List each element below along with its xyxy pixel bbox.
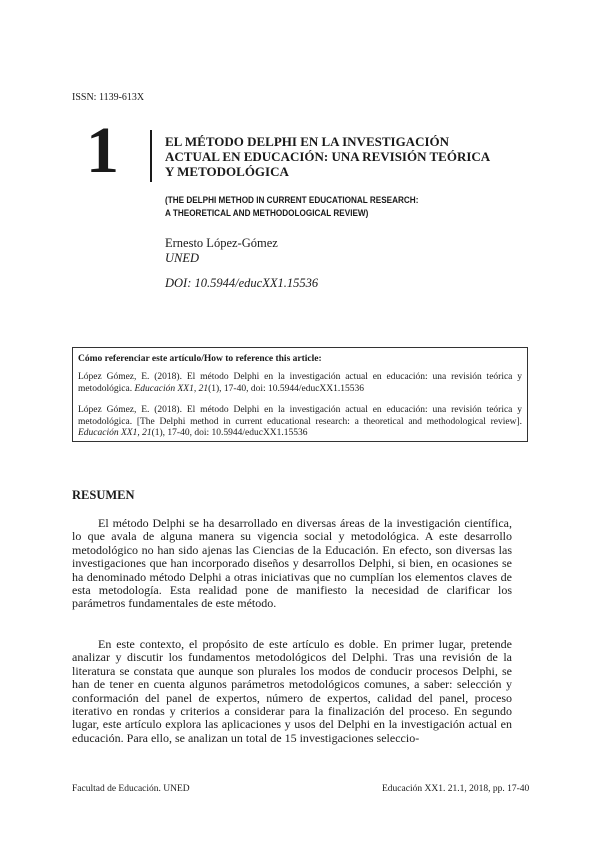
chapter-number: 1 xyxy=(86,114,119,187)
citation-english xyxy=(78,405,522,440)
abstract-paragraph: En este contexto, el propósito de este artículo es doble. En primer lugar, pretende analizar y discutir los fundamentos metodológicos del Delphi. Tras una revisión de la literatura se constata que aunque son plurales los modos de conducir procesos Delphi, se han de tener en cuenta algunos parámetros metodológicos comunes, a saber: selección y conformación del panel de expertos, número de expertos, calidad del panel, proceso iterativo en rondas y criterios a considerar para la finalización del proceso. En segundo lugar, este artículo explora las aplicaciones y usos del Delphi en la investigación actual en educación. Para ello, se analizan un total de 15 investigaciones seleccio- xyxy=(72,637,512,745)
issn-label: ISSN: 1139-613X xyxy=(72,92,145,103)
doi-label: DOI: 10.5944/educXX1.15536 xyxy=(165,276,319,290)
citation-text: López Gómez, E. (2018). El método Delphi en la investigación actual en educación: una revisión teórica y metodológica. xyxy=(78,372,522,394)
citation-heading: Cómo referenciar este artículo/How to reference this article: xyxy=(78,354,322,364)
article-title-line: Y METODOLÓGICA xyxy=(165,164,289,179)
citation-text: (1), 17-40, doi: 10.5944/educXX1.15536 xyxy=(208,383,365,394)
abstract-paragraph: El método Delphi se ha desarrollado en diversas áreas de la investigación científica, lo que avala de alguna manera su vigencia social y metodológica. A este desarrollo metodológico no han sido ajenas las Ciencias de la Educación. En efecto, son diversas las investigaciones que han incorporado diseños y desarrollos Delphi, si bien, en ocasiones se ha denominado método Delphi a otras iniciativas que no cumplían los elementos claves de esta metodología. Esta realidad pone de manifiesto la necesidad de clarificar los parámetros fundamentales de este método. xyxy=(72,516,512,611)
citation-text: López Gómez, E. (2018). El método Delphi en la investigación actual en educación: una revisión teórica y metodológica. [The Delphi method in current educational research: a theoretical and methodological review]. xyxy=(78,405,522,427)
citation-spanish xyxy=(78,372,522,395)
article-title-line: ACTUAL EN EDUCACIÓN: UNA REVISIÓN TEÓRICA xyxy=(165,149,491,164)
footer-institution: Facultad de Educación. UNED xyxy=(72,784,190,794)
footer-journal-pages: Educación XX1. 21.1, 2018, pp. 17-40 xyxy=(382,784,530,794)
article-title xyxy=(165,134,535,179)
title-divider xyxy=(150,130,152,182)
abstract-heading: RESUMEN xyxy=(72,488,135,502)
citation-journal: Educación XX1, 21 xyxy=(134,383,209,394)
citation-text: (1), 17-40, doi: 10.5944/educXX1.15536 xyxy=(151,428,308,438)
author-affiliation: UNED xyxy=(165,251,200,265)
english-title xyxy=(165,194,483,220)
english-title-line: (THE DELPHI METHOD IN CURRENT EDUCATIONAL RESEARCH: xyxy=(165,195,419,206)
author-name: Ernesto López-Gómez xyxy=(165,236,278,250)
article-title-line: EL MÉTODO DELPHI EN LA INVESTIGACIÓN xyxy=(165,134,450,149)
citation-journal: Educación XX1, 21 xyxy=(78,428,152,438)
english-title-line: A THEORETICAL AND METHODOLOGICAL REVIEW) xyxy=(165,208,369,219)
